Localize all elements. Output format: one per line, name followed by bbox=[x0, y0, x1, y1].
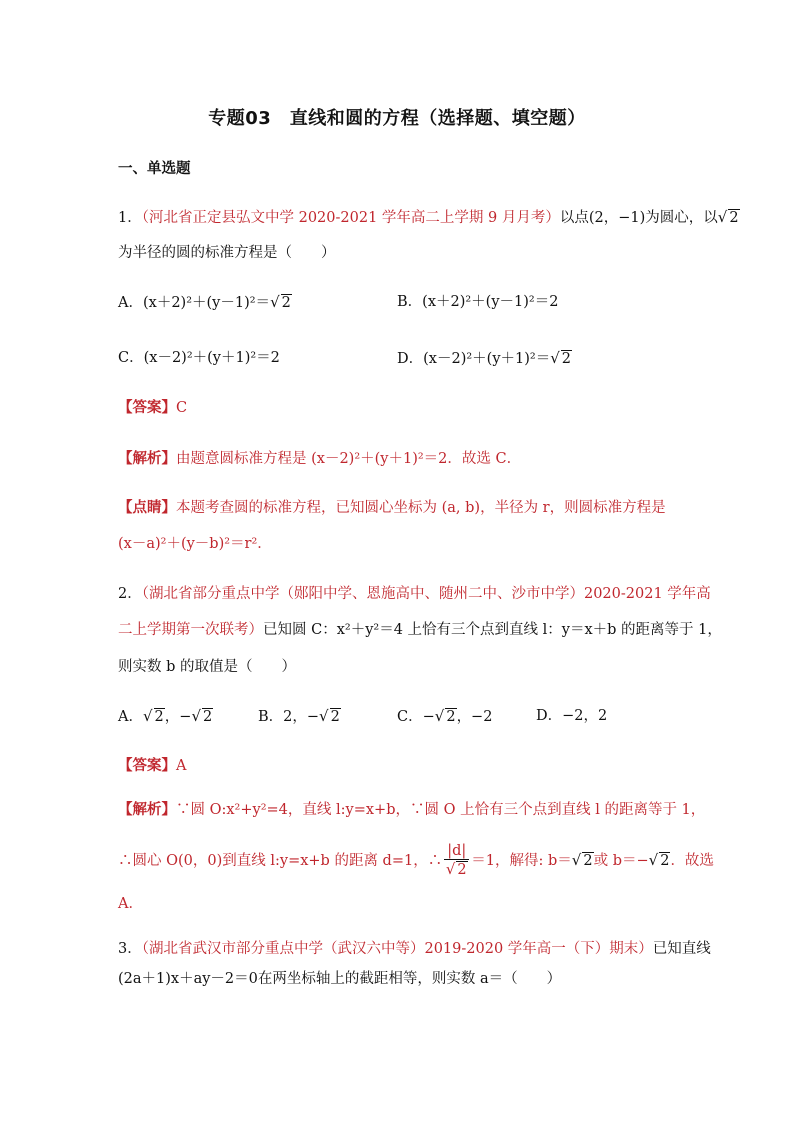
q1-option-c: C．(x－2)²＋(y＋1)²＝2 bbox=[118, 350, 280, 366]
q1-note-line2: (x－a)²＋(y－b)²＝r²． bbox=[118, 536, 272, 552]
q2-stem-line2: 二上学期第一次联考）已知圆 C：x²＋y²＝4 上恰有三个点到直线 l：y＝x＋b 的距离等于 1， bbox=[118, 622, 722, 638]
fraction: $\frac{|d|}{√ 2}$ bbox=[444, 843, 469, 879]
q2-analysis: 【解析】∵圆 O:x²+y²=4，直线 l:y=x+b，∵圆 O 上恰有三个点到直线 l 的距离等于 1， bbox=[118, 802, 706, 818]
q2-stem-line3: 则实数 b 的取值是（ ） bbox=[118, 659, 296, 675]
q2-stem: 2．（湖北省部分重点中学（郧阳中学、恩施高中、随州二中、沙市中学）2020-2021 学年高 bbox=[118, 586, 711, 602]
q2-option-a: A．√ 2，−√ 2 bbox=[118, 707, 213, 725]
q3-stem: 3．（湖北省武汉市部分重点中学（武汉六中等）2019-2020 学年高一（下）期末）已知直线 bbox=[118, 941, 711, 957]
q1-option-a: A．(x＋2)²＋(y－1)²＝√ 2 bbox=[118, 293, 291, 311]
q2-answer: 【答案】A bbox=[118, 758, 187, 774]
q1-stem-text: 以点(2，−1)为圆心，以 bbox=[559, 210, 718, 226]
sqrt-sign: √ bbox=[717, 208, 728, 226]
q1-radicand: 2 bbox=[729, 210, 739, 226]
q2-option-b: B．2，−√ 2 bbox=[258, 707, 340, 725]
q3-stem-line2: (2a＋1)x＋ay－2＝0在两坐标轴上的截距相等，则实数 a＝（ ） bbox=[118, 971, 562, 987]
q2-analysis-line2: ∴圆心 O(0，0)到直线 l:y=x+b 的距离 d=1，∴ $\frac{|d|}{√ 2}$ ＝1，解得: b＝√ 2或 b＝−√ 2．故选 bbox=[118, 843, 714, 878]
q1-option-b: B．(x＋2)²＋(y－1)²＝2 bbox=[397, 294, 559, 310]
q2-option-c: C．−√ 2，−2 bbox=[397, 707, 493, 725]
q1-option-d: D．(x－2)²＋(y＋1)²＝√ 2 bbox=[397, 349, 572, 367]
q1-note: 【点睛】本题考查圆的标准方程，已知圆心坐标为 (a, b)，半径为 r，则圆标准方程是 bbox=[118, 500, 666, 516]
q2-analysis-line3: A． bbox=[118, 896, 143, 912]
section-heading: 一、单选题 bbox=[118, 161, 191, 177]
q1-number: 1． bbox=[118, 210, 142, 226]
q1-source: （河北省正定县弘文中学 2020-2021 学年高二上学期 9 月月考） bbox=[141, 210, 560, 226]
q1-stem bbox=[118, 206, 740, 229]
q1-analysis: 【解析】由题意圆标准方程是 (x－2)²＋(y＋1)²＝2．故选 C． bbox=[118, 451, 522, 467]
q2-option-d: D．−2，2 bbox=[536, 708, 608, 724]
q1-stem-line2: 为半径的圆的标准方程是（ ） bbox=[118, 245, 336, 261]
q1-answer: 【答案】C bbox=[118, 400, 188, 416]
page-title: 专题03 直线和圆的方程（选择题、填空题） bbox=[208, 108, 586, 129]
